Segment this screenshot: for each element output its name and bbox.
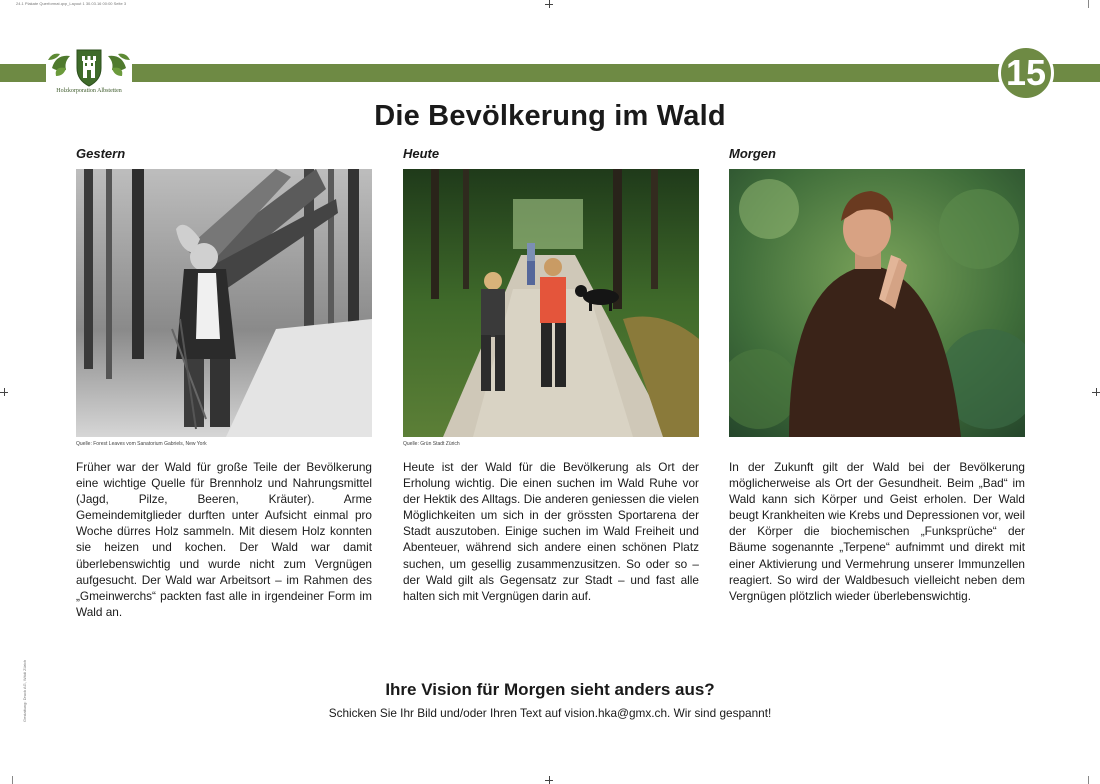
column-gestern [76, 146, 372, 620]
column-text: Früher war der Wald für große Teile der Bevölkerung eine wichtige Quelle für Brennholz und Nahrungsmittel (Jagd, Pilze, Beeren, Kräuter). Arme Gemeindemitglieder durften unter Aufsicht einmal pro Woche dürres Holz sammeln. Mit diesem Holz konnten sie heizen und kochen. Der Wald war damit überlebenswichtig und wurde nicht zum Vergnügen aufgesucht. Der Wald war Arbeitsort – im Rahmen des „Gmeinwerchs“ packten fast alle in irgendeiner Form im Wald an. [76, 460, 372, 619]
print-slug: 24.1 Plakate Querformat.qxp_Layout 1 30.03.16 00:00 Seite 3 [16, 1, 127, 6]
registration-mark-top [545, 0, 553, 8]
column-text: Heute ist der Wald für die Bevölkerung als Ort der Erholung wichtig. Die einen suchen im Wald Ruhe vor der Hektik des Alltags. Die anderen geniessen die vielen Möglichkeiten um sich in der grössten Sportarena der Stadt auszutoben. Einige suchen im Wald Freiheit und Abenteuer, während sich andere einen schönen Platz suchen, um gesellig zusammenzusitzen. So oder so – der Wald gilt als Gegensatz zur Stadt – und fast alle halten sich mit Vergnügen darin auf. [403, 460, 699, 603]
photo-credit [729, 441, 1025, 449]
column-heute [403, 146, 699, 604]
woodcutter-photo [76, 169, 372, 437]
registration-mark-right [1092, 388, 1100, 396]
side-note: Gestaltung: Druck AG, Wädi Zürich [22, 659, 27, 722]
vision-title: Ihre Vision für Morgen sieht anders aus? [385, 680, 715, 699]
header-band-right [1052, 64, 1100, 82]
registration-mark-bottom [545, 776, 553, 784]
column-text: In der Zukunft gilt der Wald bei der Bevölkerung möglicherweise als Ort der Gesundheit. Beim „Bad“ im Wald kann sich Körper und Geist erholen. Der Wald beugt Krankheiten wie Krebs und Depressionen vor, weil der Körper die biochemischen „Funksprüche“ der Bäume sogenannte „Terpene“ aufnimmt und direkt mit einer Aktivierung und Vermehrung unserer Immunzellen reagiert. So wird der Waldbesuch vielleicht neben dem Vergnügen plötzlich wieder überlebenswichtig. [729, 460, 1025, 603]
crop-mark [1088, 0, 1089, 8]
photo-credit: Quelle: Forest Leaves vom Sanatorium Gabriels, New York [76, 441, 207, 447]
header-band [132, 64, 1000, 82]
column-morgen [729, 146, 1025, 604]
column-heading: Morgen [729, 146, 776, 161]
forest-path-joggers-photo [403, 169, 699, 437]
page-title: Die Bevölkerung im Wald [374, 100, 726, 132]
logo-text: Holzkorporation Albstetten [56, 88, 122, 94]
registration-mark-left [0, 388, 8, 396]
column-heading: Gestern [76, 146, 126, 161]
column-heading: Heute [403, 146, 440, 161]
page-number-badge [998, 45, 1054, 101]
crest-icon [46, 46, 132, 88]
vision-subtitle: Schicken Sie Ihr Bild und/oder Ihren Text auf vision.hka@gmx.ch. Wir sind gespannt! [328, 706, 772, 720]
page-number: 15 [1005, 52, 1047, 93]
header-band-left [0, 64, 46, 82]
photo-credit: Quelle: Grün Stadt Zürich [403, 441, 460, 447]
meditating-man-painting [729, 169, 1025, 437]
crop-mark [1088, 776, 1089, 784]
crop-mark [12, 776, 13, 784]
